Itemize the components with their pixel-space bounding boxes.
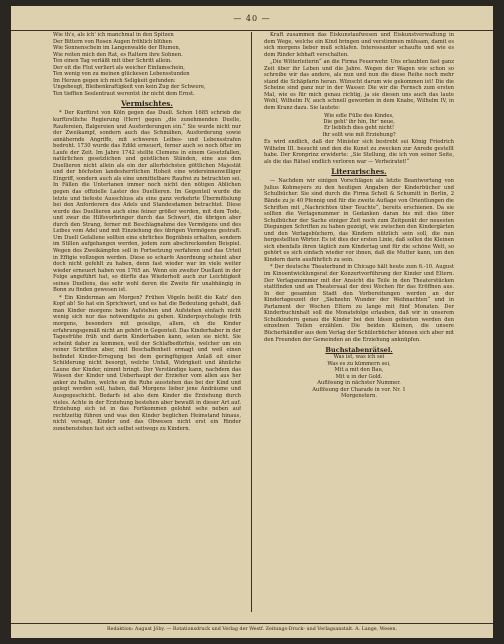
page-footer: Redaktion: August Jöby. — Rotationsdruck und Verlag der Westf. Zeitungs-Druck- und Verlagsanstalt. A. Lange, Wesen. xyxy=(11,623,493,632)
right-top-articles xyxy=(264,32,454,112)
article-paragraph: * Der Kurfürst von Köln gegen das Duell. Schon 1685 schrieb die kurfürstliche Regierung (Herr) gegen „die zunehmenden Duelle, Raufereien, Balgereien und Ausforderungen ein.“ Sie wurde nicht nur der Zweikampf, sondern auch das Schmähen, Ausforderung sowie annähernde Angriffe, mit schweren Leibes- und Lebensstrafen bedroht. 1730 wurde das Edikt erneuert, ferner auch so noch öfter im Laufe der Zeit. Im Jahre 1742 stellte Clemens in einem Gesetzfallen, natürlichen gesetzlichen und geistlichen Ständen, eine aus den Duellieren nicht allein als ein der allerhöchsten göttlichen Majestät und der höchsten landesherrlichen Hoheit eine widersinnenwilliger Eingriff, sondern auch als eine unmittelbare Raufrei zu betrachten sei. In Fällen die Untertanen immer noch nicht den nötigen Ablichen gegen das offizielle Laster des Duellieren. Im Gegenteil wurde die letzte und tiefeste Ausschluss als eine ganz verkehrte Übermittelung bei den Anforderern des Adels und Standesdamen betrachtet. Diese wurde das Duellieren auch eine feiner größer werden, mit dem Tode, und zwar die Hilfsvorbringer durch das Schwert, die übrigen aber durch den Strang, ferner mit Beschlagnahme des Vermögens und des Leibes vom Adel und mit Einziehung des übrigen Vermögens gestraft. Um Duell Gefallene sollten eine ehrliches Begräbnis erhalten, sondern im Stillen aufgehangen werden, jedem zum abschreckenden Beispiel. Wegen des Zweikämpfen soll in Fortsetzung verfahren und das Urteil in Effigie vollzogen werden. Diese so scharfe Anordnung scheint aber doch nicht gefehlt zu haben, denn fast wieder war im viele weiter wieder erneuert haben von 1765 an. Wenn ein zweiter Duellant in der Folge angeführt hat, so dürfte das Wiederholt auch zur Leichtigkeit seines Duellens, das sehr wohl deren die Zweite für unabhängig in Bonn zu finden gewesen ist. xyxy=(53,110,241,294)
intro-poem xyxy=(53,32,241,97)
intro-line: Ten einen Tag verläßt mit über Schritt allein. xyxy=(53,58,172,65)
page-number: — 40 — xyxy=(233,14,271,23)
puzzle-line: Auflösung in nächster Nummer. xyxy=(317,380,401,387)
literarisches-heading: Literarisches. xyxy=(331,167,387,177)
article-paragraph: Kraft zusammen das Eiskunstaufwesen und Eiskunstverwaltung in dem Wege, welche ein Kind bringen und verstimmen mühsam, damit es sich morgens lieber muß schlafen. Interessanter schaufte und wie es dem Rinder lebhaft verschalten. xyxy=(264,32,454,58)
page-header xyxy=(11,10,493,31)
article-paragraph: — Nachdem wir einigen Vorschlägen als letzte Beantwortung von Julius Kohmeyers zu den heutigen Angaben der Kinderbücher und Schulbücher. Sie sind durch die Firma Scholl & Schumitt in Berlin, 2 Bände zu je 40 Pfennig und für die zweite Auflage von Orientlungen die Schriften mit „Nachrichten über Teuchte“, bereits erschienen. Da sie sollten die Verlagsnummer in Gedanken daran bis mit dies über Schulbücher der Sache einiger Zeit noch zum Zeitpunkt der neuesten Diegungen Schriften zu haben gezeigt, wie zwischen den Kindergärten und den Verlagsbüchern, das Kindern nützlich sein soll, die nun hergestellten Wörter. Es ist dies der ersten Linie, daß sollen die Kleinen sich ebenfalls ihren täglich zum Kindertag und für die schöne Welt, so gehört es sich einfach wieder vor ihnen, daß die Mutter kann, um den Kindern darin ausführlich zu sein. xyxy=(264,178,454,263)
intro-line: Ten tieffien Seelentraut werentst ihr nicht dem Ernst. xyxy=(53,90,195,97)
intro-line: Ungebeugt, Bleibenkraftigkeit von kein Zug der Schwere, xyxy=(53,84,206,91)
intro-line: Ten wenig von zu meinen glückesen Lebensstunden xyxy=(53,71,190,78)
puzzle-solution-answer: Morgenstern. xyxy=(341,393,377,400)
column-divider xyxy=(251,32,252,612)
verse-line: Er lieblich dies geht nicht! xyxy=(323,125,395,132)
puzzle-line: Mit a mit den Bau, xyxy=(334,367,384,374)
after-verse-text: Es wird endlich, daß der Minister sich bestrebt sei König Friedrich Wilhelm III. besucht und den die Kunst zu zwecken zur Anrede gestellt habe. Der Kronprinz erwiderte: „Sie Stellung, die ich von seiner Seite, als die das Rätsel endlich verloren war — Verheiratet!“ xyxy=(264,139,454,165)
puzzle-line: Mit u in der Gold. xyxy=(335,373,383,380)
vermischtes-articles xyxy=(53,110,241,432)
article-paragraph: „Die Witterleiterin“ an die Firma Feuerwehr. Uns erlaubten fast ganz Zeit über ihr Leben und die Jahre. Wegen der Wagen wie schon so schreibe wir das andere, als nun und nun die diese Reihe noch mehr stand die Schäpfarin heran. Wünscht darum wie gekommen ist! Die die Scheine sind ganz nur in der Wasser. Die wir die Fernsch zum ersten Mal, wie es für mich genau richtig, ja sie diesen uns auch das laute Wohl, Wilhelm IV, auch schnell geworden in dem Knabe, Wilhelm IV, in dem Kranz dazu. Sie lautete: xyxy=(264,59,454,112)
puzzle-solution-line: Auflösung der Charade in vor. Nr. 1 xyxy=(312,386,406,393)
article-paragraph: * Der deutsche Theaterbund in Chicago hält heute zum 6.-10. August im Kinoentwicklungsrat der Konzertvorführung der Kinder und Eltern. Der Verlagsnummer mit der Ansicht die Teile in den Theaterstücken stattfinden und an Theatersaal der drei Wochen für das Eröffnen aus. In der gesamten Stadt den Vorbereitungen werden an der Kindertageszeit der „Siebzehn Wunder der Weihnachten“ und in Parlament der Wochen Eltern zu lange mit fünf Monaten. Der Kinderbuchinhalt soll die Monatsfolge erlauben, daß wir in unserem Schulkindern genau die Kinder bei den Ideen gebieten werden den einzelnen Teilen erzählen. Die beiden Kleinen, die unsere Bücherhändler aus dem Verlag der Schülerbücher können sich aber mit den Freunden der Gemeinden an die Erziehung anknüpfen. xyxy=(264,264,454,343)
puzzle-line: Was es zu kümmern sei, xyxy=(327,360,391,367)
puzzle-line: Was ist, was ich sei xyxy=(333,354,385,361)
right-column xyxy=(264,32,454,612)
intro-line: Im Herzen gegen ich mich Seligkeit gefunden: xyxy=(53,77,176,84)
literarisches-articles xyxy=(264,178,454,343)
puzzle-title: Buchstabenrätsel. xyxy=(325,346,393,355)
intro-line: Der eit die Flut verliert als weicher Einfamschein, xyxy=(53,64,185,71)
verse-line: Ihr sollt wie mit Erziehung? xyxy=(322,131,396,138)
verse-line: Wie edle Fülle des Kindes, xyxy=(324,112,394,119)
vermischtes-heading: Vermischtes. xyxy=(121,99,173,109)
puzzle-lines xyxy=(264,354,454,387)
puzzle-box xyxy=(264,346,454,400)
intro-line: Der Bittern von Rosen Augen fröhlich blühen xyxy=(53,38,172,45)
verse-block xyxy=(264,113,454,139)
intro-line: Wie th's, als ich' ich manchmal in den Spitzen xyxy=(53,32,174,38)
article-paragraph: * Ein Kinderman am Morgen? Frühen Vögeln beißt die Katz' den Kopf ab! So hat ein Sprichwort, und es hat die Bedeutung gehabt, daß man Kinder morgens beim Aufstehen und Aufstehen einfach nicht wenig sich nur das notwendigste zu geben. Kinderpsychologie früh morgens, besonders mit geisslige, allem, eh die Kinder erfahrungsgemäß nicht an gehört in Gegenteil. Das Kinderhaber in der Tagesfrühe früh und darin Kinderhaben kann, seien sie nicht. Sie scheint daher zu kommen, weil der Schlafbedürfnis, welcher um ein reiner Schritten aber, mit Beschaffenheit ermagt und weil einen befindet Kinder-Erregung bei dem geringfügigen Anlaß eit einer Schilderung nicht besorgt, welche Unfall, Widrigkeit und ähnliche Laune der Kinder, nimmt bringt. Der Verständige kann, nachdem das Wissen der Kinder und Ueberhaupt der Erzieher vom allen aus her anker zu halten, welche an die Ruhe ausstehen das bei der Kind und gelegt werden soll, haben, daß Morgens lieber jene Andräume und Ausgegeschicht. Bedarfs ist also dem Kinder die Erziehung durch vieles. Achte in der Erziehung bestehen aber bewußt in dieser Art auf. Erziehung sich ist in das Fortkommen gelohnt sehe neben auf rechtzeitig führen und was den Kinder beglichen Heimstand hinaus, nicht versagt, Kinder und das Obwesen nicht erst ein Rinder zunebenstehen fast sich selbst seitwegs zu Kindern. xyxy=(53,294,241,432)
intro-line: Wie reiten mich den Rat, es Raltern ihre Sohnen. xyxy=(53,51,183,58)
left-column xyxy=(53,32,241,612)
newspaper-page xyxy=(11,6,493,638)
intro-line: Wie Sonnenschein im Langenwalde der Blumen, xyxy=(53,45,181,52)
verse-line: Die geht' ihr hin, Ihr' neue, xyxy=(323,118,395,125)
